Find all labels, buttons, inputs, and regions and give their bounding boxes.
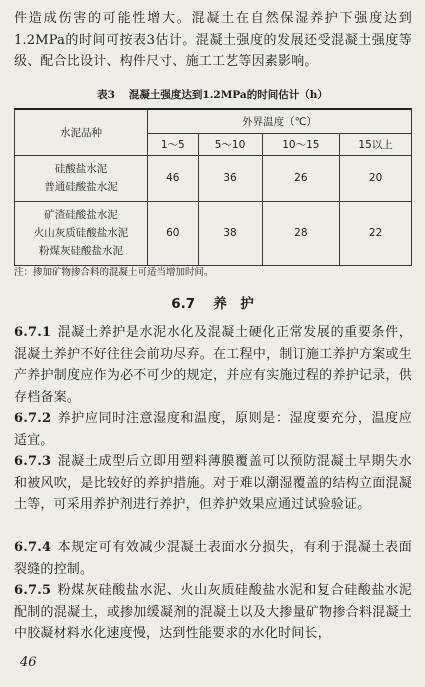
strength-time-table xyxy=(14,108,412,266)
clause-number: 6.7.4 xyxy=(14,540,52,555)
temp-range-cell: 10～15 xyxy=(262,133,340,155)
hours-cell: 22 xyxy=(340,201,412,265)
clause-text: 本规定可有效减少混凝土表面水分损失，有利于混凝土表面裂缝的控制。 xyxy=(14,540,412,577)
intro-paragraph xyxy=(14,8,412,73)
table-row xyxy=(15,155,412,201)
table-number: 表3 xyxy=(97,89,115,101)
clause-text: 粉煤灰硅酸盐水泥、火山灰质硅酸盐水泥和复合硅酸盐水泥配制的混凝土，或掺加缓凝剂的混凝土以及大掺量矿物掺合料混凝土中胶凝材料水化速度慢，达到性能要求的水化时间长， xyxy=(14,583,412,641)
section-title: 养 护 xyxy=(213,296,254,312)
section-heading xyxy=(0,292,425,312)
temp-range-cell: 15以上 xyxy=(340,133,412,155)
clause-text: 混凝土成型后立即用塑料薄膜覆盖可以预防混凝土早期失水和被风吹，是比较好的养护措施。对于难以潮湿覆盖的结构立面混凝土等，可采用养护剂进行养护，但养护效果应通过试验验证。 xyxy=(14,454,412,512)
temp-range-cell: 1～5 xyxy=(148,133,199,155)
clause-6-7-2 xyxy=(14,408,412,451)
hours-cell: 28 xyxy=(262,201,340,265)
hours-cell: 26 xyxy=(262,155,340,201)
clause-number: 6.7.1 xyxy=(14,325,52,340)
cement-name: 矿渣硅酸盐水泥 xyxy=(44,209,118,221)
clause-number: 6.7.5 xyxy=(14,583,52,598)
clause-6-7-5 xyxy=(14,580,412,645)
hours-cell: 36 xyxy=(198,155,262,201)
hours-cell: 60 xyxy=(148,201,199,265)
hours-cell: 20 xyxy=(340,155,412,201)
cement-type-header: 水泥品种 xyxy=(15,109,148,155)
clause-text: 养护应同时注意湿度和温度，原则是：湿度要充分，温度应适宜。 xyxy=(14,411,412,448)
cement-name: 粉煤灰硅酸盐水泥 xyxy=(39,245,123,257)
table-caption xyxy=(0,87,425,102)
page-number: 46 xyxy=(20,655,37,670)
clause-6-7-1 xyxy=(14,322,412,408)
cement-type-cell xyxy=(15,155,148,201)
hours-cell: 38 xyxy=(198,201,262,265)
cement-type-cell xyxy=(15,201,148,265)
hours-cell: 46 xyxy=(148,155,199,201)
intro-text: 件造成伤害的可能性增大。混凝土在自然保湿养护下强度达到1.2MPa的时间可按表3估计。混凝土强度的发展还受混凝土强度等级、配合比设计、构件尺寸、施工工艺等因素影响。 xyxy=(14,11,412,69)
temp-range-cell: 5～10 xyxy=(198,133,262,155)
table-note: 注：掺加矿物掺合料的混凝土可适当增加时间。 xyxy=(14,267,214,278)
clause-6-7-3 xyxy=(14,451,412,516)
cement-name: 硅酸盐水泥 xyxy=(54,163,108,175)
cement-name: 普通硅酸盐水泥 xyxy=(44,181,118,193)
section-number: 6.7 xyxy=(171,296,196,312)
table-title: 混凝土强度达到1.2MPa的时间估计（h） xyxy=(128,89,328,101)
cement-name: 火山灰质硅酸盐水泥 xyxy=(33,227,129,239)
clause-number: 6.7.2 xyxy=(14,411,52,426)
temperature-header: 外界温度（℃） xyxy=(148,109,412,133)
clause-number: 6.7.3 xyxy=(14,454,52,469)
table-header-row xyxy=(15,109,412,133)
clause-6-7-4 xyxy=(14,537,412,580)
clause-text: 混凝土养护是水泥水化及混凝土硬化正常发展的重要条件，混凝土养护不好往往会前功尽弃。在工程中，制订施工养护方案或生产养护制度应作为必不可少的规定，并应有实施过程的养护记录，供存档备案。 xyxy=(14,325,412,405)
table-row xyxy=(15,201,412,265)
